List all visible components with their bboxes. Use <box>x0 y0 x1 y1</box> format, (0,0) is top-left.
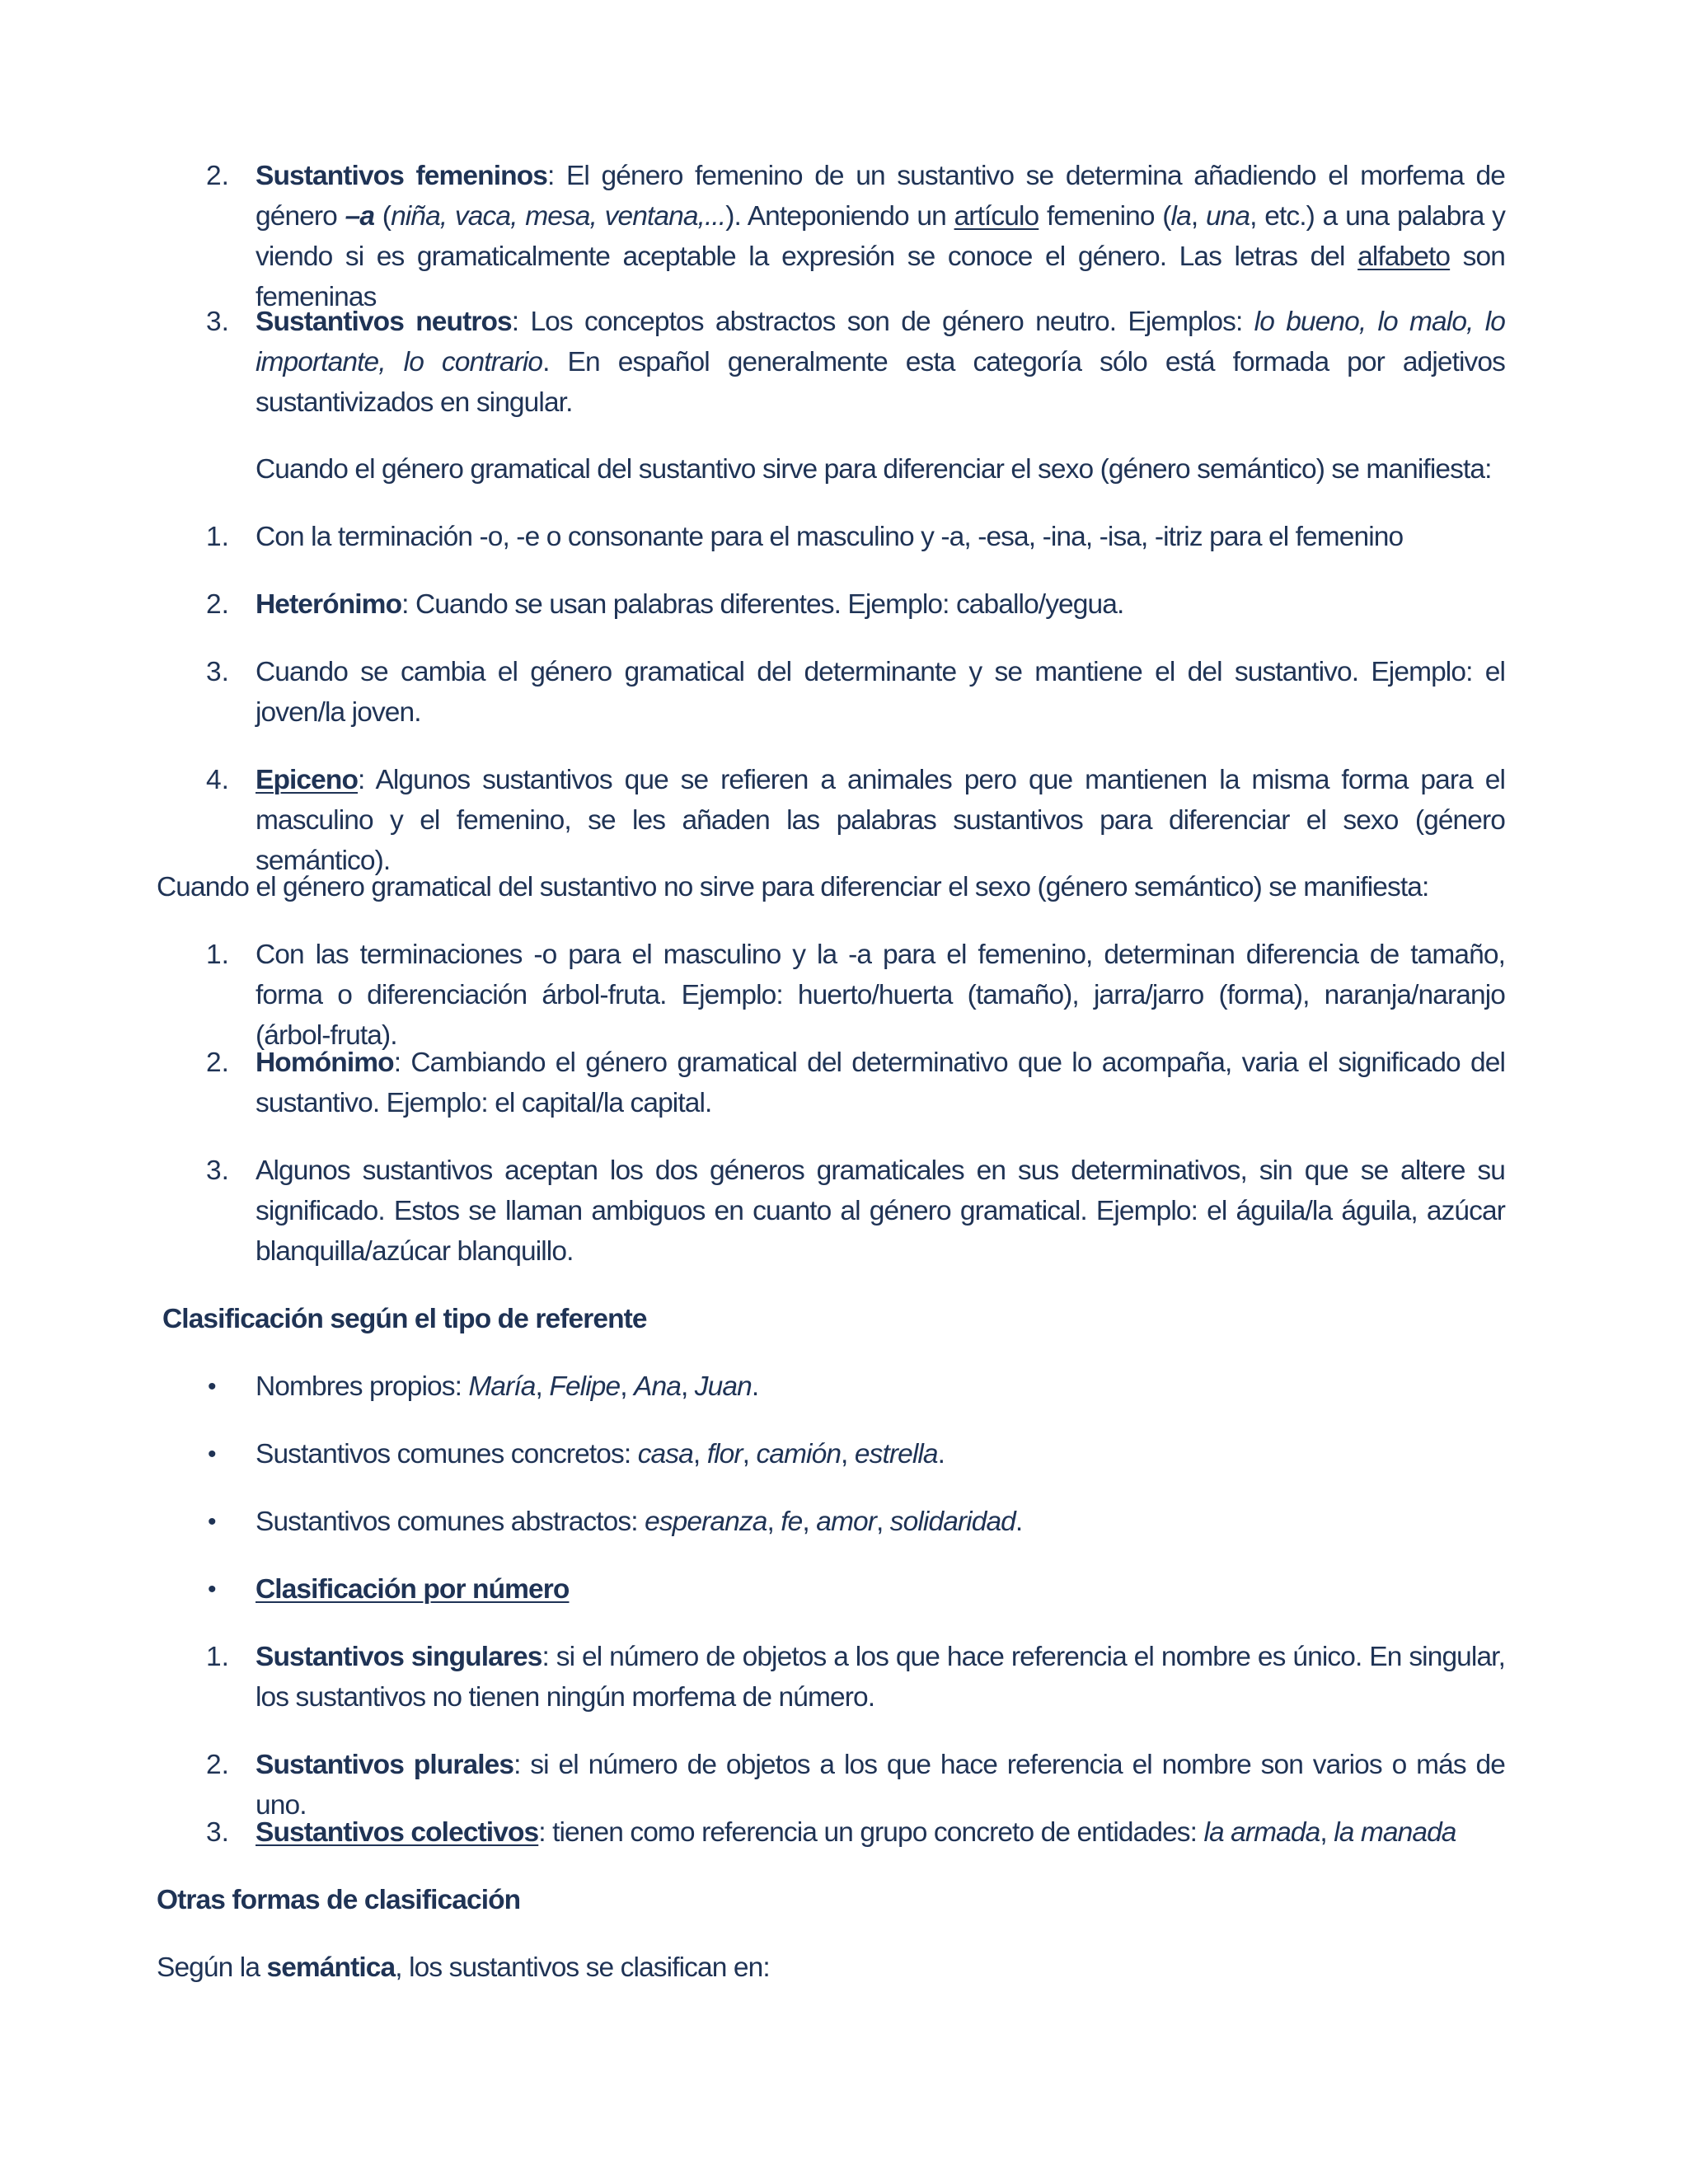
list-item-singulares: Sustantivos singulares: si el número de objetos a los que hace referencia el nombre es único. En singular, los sustantivos no tienen ningún morfema de número. <box>256 1642 1505 1713</box>
bullet-item-comunes-abstractos: Sustantivos comunes abstractos: esperanza, fe, amor, solidaridad. <box>256 1507 1023 1537</box>
bullet-item-clasificacion-numero <box>256 1569 1505 1610</box>
bullet-icon: • <box>208 1508 217 1535</box>
list-item-heteronimo: Heterónimo: Cuando se usan palabras diferentes. Ejemplo: caballo/yegua. <box>256 589 1124 620</box>
list-item-sustantivos-neutros: Sustantivos neutros: Los conceptos abstractos son de género neutro. Ejemplos: lo bueno, lo malo, lo importante, lo contrario. En español generalmente esta categoría sólo está formada por adjetivos sustantivizados en singular. <box>256 307 1505 418</box>
list-item-epiceno: Epiceno: Algunos sustantivos que se refieren a animales pero que mantienen la misma forma para el masculino y el femenino, se les añaden las palabras sustantivos para diferenciar el sexo (género semántico). <box>256 765 1505 876</box>
bullet-item-nombres-propios: Nombres propios: María, Felipe, Ana, Juan. <box>256 1371 759 1402</box>
list-marker: 4. <box>206 765 229 795</box>
paragraph-semantica: Según la semántica, los sustantivos se clasifican en: <box>157 1952 770 1983</box>
term-label: Heterónimo <box>256 589 402 620</box>
list-marker: 1. <box>206 522 229 552</box>
list-item-terminacion: Con la terminación -o, -e o consonante para el masculino y -a, -esa, -ina, -isa, -itriz para el femenino <box>256 522 1404 552</box>
term-label-link[interactable]: Epiceno <box>256 765 359 795</box>
link-alfabeto[interactable]: alfabeto <box>1357 241 1451 272</box>
list-marker: 2. <box>206 589 229 620</box>
list-item-sustantivos-femeninos: Sustantivos femeninos: El género femenino de un sustantivo se determina añadiendo el morfema de género –a (niña, vaca, mesa, ventana,...). Anteponiendo un artículo femenino (la, una, etc.) a una palabra y viendo si es gramaticalmente aceptable la expresión se conoce el género. Las letras del alfabeto son femeninas <box>256 161 1505 312</box>
bullet-icon: • <box>208 1441 217 1468</box>
heading-link-clasificacion-numero[interactable]: Clasificación por número <box>256 1574 570 1605</box>
list-item-colectivos: Sustantivos colectivos: tienen como referencia un grupo concreto de entidades: la armada, la manada <box>256 1817 1456 1848</box>
term-label: Homónimo <box>256 1047 394 1078</box>
list-marker: 3. <box>206 657 229 687</box>
bullet-item-comunes-concretos: Sustantivos comunes concretos: casa, flor, camión, estrella. <box>256 1439 945 1469</box>
paragraph-intro-non-semantic: Cuando el género gramatical del sustantivo no sirve para diferenciar el sexo (género semántico) se manifiesta: <box>157 872 1429 902</box>
list-marker: 3. <box>206 1155 229 1186</box>
morpheme: –a <box>345 201 375 232</box>
bullet-icon: • <box>208 1373 217 1400</box>
list-marker: 2. <box>206 161 229 191</box>
term-label: Sustantivos singulares <box>256 1642 542 1672</box>
term-label-link[interactable]: Sustantivos colectivos <box>256 1817 539 1848</box>
list-marker: 3. <box>206 307 229 337</box>
list-marker: 1. <box>206 940 229 970</box>
bullet-icon: • <box>208 1576 217 1603</box>
link-articulo[interactable]: artículo <box>954 201 1039 232</box>
term-label: Sustantivos femeninos <box>256 161 547 191</box>
list-marker: 2. <box>206 1047 229 1078</box>
list-item-ambiguos: Algunos sustantivos aceptan los dos géneros gramaticales en sus determinativos, sin que se altere su significado. Estos se llaman ambiguos en cuanto al género gramatical. Ejemplo: el águila/la águila, azúcar blanquilla/azúcar blanquillo. <box>256 1155 1505 1267</box>
list-item-plurales: Sustantivos plurales: si el número de objetos a los que hace referencia el nombre son varios o más de uno. <box>256 1750 1506 1821</box>
list-item-homonimo: Homónimo: Cambiando el género gramatical del determinativo que lo acompaña, varia el significado del sustantivo. Ejemplo: el capital/la capital. <box>256 1047 1505 1118</box>
section-heading-referente: Clasificación según el tipo de referente <box>162 1304 647 1334</box>
list-marker: 2. <box>206 1750 229 1780</box>
term-label: Sustantivos neutros <box>256 307 512 337</box>
list-item-determinante: Cuando se cambia el género gramatical del determinante y se mantiene el del sustantivo. Ejemplo: el joven/la joven. <box>256 657 1505 728</box>
list-marker: 3. <box>206 1817 229 1848</box>
section-heading-otras-formas: Otras formas de clasificación <box>157 1885 521 1915</box>
term-label: semántica <box>266 1952 396 1983</box>
list-marker: 1. <box>206 1642 229 1672</box>
paragraph-intro-semantic: Cuando el género gramatical del sustantivo sirve para diferenciar el sexo (género semántico) se manifiesta: <box>256 454 1492 485</box>
list-item-terminaciones: Con las terminaciones -o para el masculino y la -a para el femenino, determinan diferencia de tamaño, forma o diferenciación árbol-fruta. Ejemplo: huerto/huerta (tamaño), jarra/jarro (forma), naranja/naranjo (árbol-fruta). <box>256 940 1505 1051</box>
term-label: Sustantivos plurales <box>256 1750 514 1780</box>
